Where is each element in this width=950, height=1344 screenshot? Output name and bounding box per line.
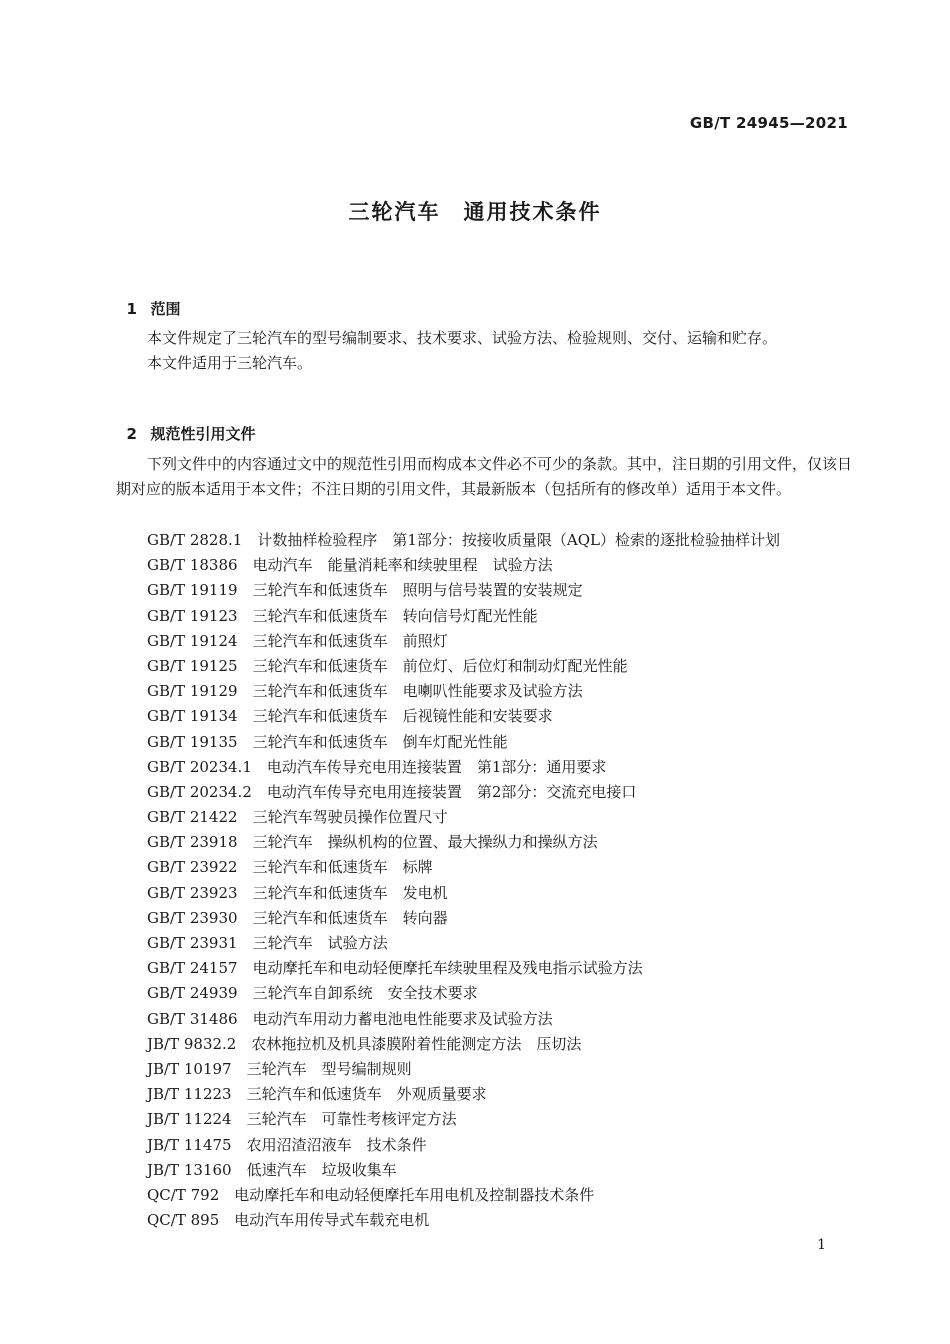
reference-title: 三轮汽车和低速货车 倒车灯配光性能 [252,732,508,751]
document-title: 三轮汽车 通用技术条件 [348,200,602,224]
reference-title: 三轮汽车和低速货车 前位灯、后位灯和制动灯配光性能 [252,656,628,675]
reference-code: GB/T 31486 [147,1009,238,1028]
reference-title: 电动汽车传导充电用连接装置 第2部分：交流充电接口 [266,782,637,801]
reference-title: 农林拖拉机及机具漆膜附着性能测定方法 压切法 [251,1034,582,1053]
reference-item [147,755,780,780]
reference-item [147,1032,780,1057]
paragraph: 本文件规定了三轮汽车的型号编制要求、技术要求、试验方法、检验规则、交付、运输和贮存。 [147,329,778,347]
reference-code: GB/T 19129 [147,682,238,701]
reference-item [147,931,780,956]
reference-code: JB/T 11223 [147,1085,232,1104]
reference-list [147,528,780,1233]
section-1-title: 范围 [150,300,181,318]
reference-item [147,1082,780,1107]
reference-title: 计数抽样检验程序 第1部分：按接收质量限（AQL）检索的逐批检验抽样计划 [257,531,780,549]
reference-code: GB/T 19134 [147,707,238,726]
reference-code: JB/T 10197 [147,1059,232,1078]
reference-code: GB/T 20234.1 [147,757,252,776]
reference-code: GB/T 21422 [147,808,238,827]
reference-code: GB/T 2828.1 [147,531,243,549]
reference-code: GB/T 23931 [147,934,238,952]
reference-code: GB/T 18386 [147,556,238,575]
reference-code: GB/T 19125 [147,656,238,675]
reference-item [147,704,780,729]
reference-item [147,629,780,654]
reference-code: QC/T 895 [147,1211,220,1230]
reference-item [147,654,780,679]
reference-title: 电动摩托车和电动轻便摩托车续驶里程及残电指示试验方法 [252,959,643,978]
reference-code: GB/T 19124 [147,631,238,650]
reference-code: GB/T 23923 [147,883,238,902]
section-2-intro [116,452,852,502]
reference-code: GB/T 24939 [147,984,238,1003]
reference-title: 电动汽车传导充电用连接装置 第1部分：通用要求 [266,757,607,776]
reference-code: GB/T 24157 [147,959,238,978]
section-2-title: 规范性引用文件 [150,425,256,443]
paragraph: 下列文件中的内容通过文中的规范性引用而构成本文件必不可少的条款。其中，注日期的引用文件，仅该日期对应的版本适用于本文件；不注日期的引用文件，其最新版本（包括所有的修改单）适用于本文件。 [116,455,853,498]
reference-title: 电动汽车 能量消耗率和续驶里程 试验方法 [252,556,553,575]
paragraph: 本文件适用于三轮汽车。 [147,354,313,372]
reference-title: 电动摩托车和电动轻便摩托车用电机及控制器技术条件 [234,1185,595,1204]
reference-code: GB/T 23930 [147,908,238,927]
reference-item [147,855,780,880]
reference-item [147,1107,780,1132]
reference-title: 三轮汽车和低速货车 电喇叭性能要求及试验方法 [252,682,583,701]
reference-item [147,679,780,704]
reference-item [147,956,780,981]
reference-title: 三轮汽车驾驶员操作位置尺寸 [252,808,448,827]
reference-title: 三轮汽车和低速货车 后视镜性能和安装要求 [252,707,553,726]
reference-code: JB/T 9832.2 [147,1034,237,1053]
reference-item [147,881,780,906]
section-1-heading [116,280,180,319]
section-1-number: 1 [126,300,137,318]
reference-code: GB/T 23918 [147,833,238,852]
reference-title: 三轮汽车和低速货车 转向器 [252,908,448,927]
reference-title: 三轮汽车 试验方法 [252,934,388,952]
reference-item [147,578,780,603]
reference-title: 三轮汽车 可靠性考核评定方法 [246,1110,457,1129]
reference-code: GB/T 20234.2 [147,782,252,801]
reference-item [147,730,780,755]
reference-item [147,528,780,553]
section-2-heading [116,405,255,444]
reference-item [147,1133,780,1158]
page-number: 1 [817,1237,826,1253]
reference-code: JB/T 13160 [147,1160,232,1179]
reference-title: 三轮汽车 型号编制规则 [246,1059,412,1078]
reference-code: JB/T 11475 [147,1135,232,1154]
reference-title: 三轮汽车和低速货车 前照灯 [252,631,448,650]
reference-code: QC/T 792 [147,1185,220,1204]
reference-title: 农用沼渣沼液车 技术条件 [246,1135,427,1154]
reference-title: 电动汽车用动力蓄电池电性能要求及试验方法 [252,1009,553,1028]
reference-item [147,1208,780,1233]
reference-title: 低速汽车 垃圾收集车 [246,1160,397,1179]
reference-title: 电动汽车用传导式车载充电机 [234,1211,430,1230]
reference-title: 三轮汽车和低速货车 照明与信号装置的安装规定 [252,581,583,600]
reference-item [147,906,780,931]
reference-item [147,553,780,578]
reference-code: JB/T 11224 [147,1110,232,1129]
reference-code: GB/T 19135 [147,732,238,751]
reference-item [147,604,780,629]
reference-item [147,1183,780,1208]
reference-item [147,1057,780,1082]
reference-code: GB/T 19119 [147,581,238,600]
reference-title: 三轮汽车 操纵机构的位置、最大操纵力和操纵方法 [252,833,598,852]
reference-title: 三轮汽车和低速货车 转向信号灯配光性能 [252,606,538,625]
reference-item [147,1158,780,1183]
reference-title: 三轮汽车自卸系统 安全技术要求 [252,984,478,1003]
reference-code: GB/T 19123 [147,606,238,625]
reference-item [147,830,780,855]
reference-item [147,780,780,805]
reference-item [147,1007,780,1032]
section-2-number: 2 [126,425,137,443]
reference-title: 三轮汽车和低速货车 发电机 [252,883,448,902]
reference-item [147,805,780,830]
standard-code: GB/T 24945—2021 [689,114,848,132]
reference-title: 三轮汽车和低速货车 标牌 [252,858,433,877]
reference-item [147,981,780,1006]
reference-code: GB/T 23922 [147,858,238,877]
reference-title: 三轮汽车和低速货车 外观质量要求 [246,1085,487,1104]
section-1-body [116,326,852,376]
